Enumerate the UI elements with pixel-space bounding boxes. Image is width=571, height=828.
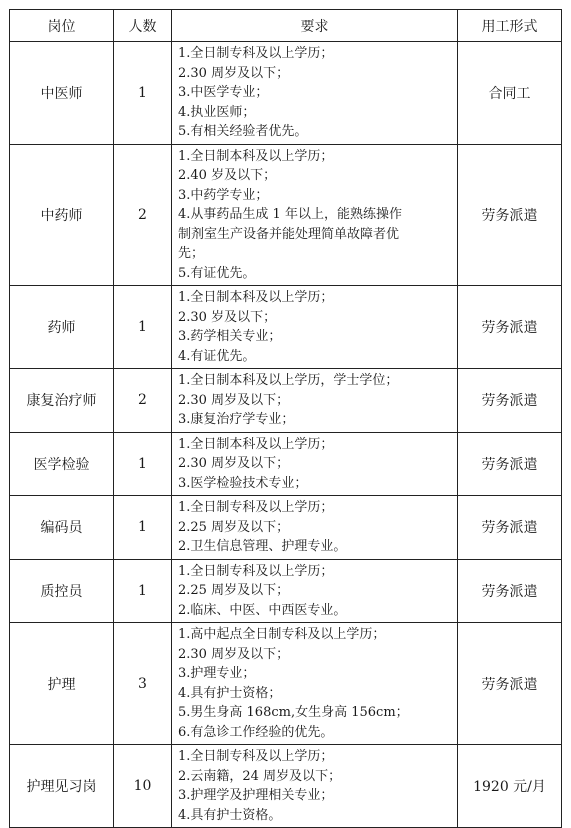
requirement-line: 2.30 周岁及以下；: [178, 456, 290, 471]
requirement-line: 5.有相关经验者优先。: [178, 124, 308, 139]
position-cell: 药师: [10, 286, 114, 369]
requirement-line: 2.40 岁及以下；: [178, 168, 277, 183]
count-cell: 1: [114, 559, 172, 623]
header-employment-type: 用工形式: [458, 10, 562, 42]
requirement-line: 3.护理学及护理相关专业；: [178, 788, 334, 803]
count-cell: 1: [114, 432, 172, 496]
requirements-cell: [172, 623, 458, 745]
position-cell: 护理见习岗: [10, 745, 114, 828]
header-requirements: 要求: [172, 10, 458, 42]
requirement-line: 4.有证优先。: [178, 348, 256, 364]
employment-type-cell: 劳务派遣: [458, 369, 562, 433]
recruitment-table: [9, 9, 562, 828]
count-cell: 1: [114, 286, 172, 369]
requirement-line: 1.全日制本科及以上学历；: [178, 290, 334, 305]
requirement-line: 1.全日制专科及以上学历；: [178, 500, 334, 515]
count-cell: 10: [114, 745, 172, 828]
table-row: [10, 745, 562, 828]
header-count: 人数: [114, 10, 172, 42]
employment-type-cell: 劳务派遣: [458, 144, 562, 286]
table-row: [10, 559, 562, 623]
requirement-line: 1.全日制本科及以上学历；: [178, 148, 334, 164]
position-cell: 中药师: [10, 144, 114, 286]
requirement-line: 1.全日制专科及以上学历；: [178, 46, 334, 61]
requirement-line: 1.全日制本科及以上学历；: [178, 436, 334, 452]
requirement-line: 制剂室生产设备并能处理简单故障者优: [178, 226, 400, 242]
requirements-cell: [172, 42, 458, 145]
position-cell: 康复治疗师: [10, 369, 114, 433]
requirement-line: 3.药学相关专业；: [178, 329, 282, 344]
requirement-line: 2.25 周岁及以下；: [178, 519, 290, 535]
position-cell: 护理: [10, 623, 114, 745]
position-cell: 质控员: [10, 559, 114, 623]
requirement-line: 3.康复治疗学专业；: [178, 412, 295, 427]
requirement-line: 2.30 岁及以下；: [178, 309, 277, 325]
employment-type-cell: 1920 元/月: [458, 745, 562, 828]
requirement-line: 2.云南籍，24 周岁及以下；: [178, 768, 342, 784]
requirement-line: 2.卫生信息管理、护理专业。: [178, 539, 347, 554]
requirement-line: 4.执业医师；: [178, 104, 256, 120]
table-row: [10, 496, 562, 560]
requirement-line: 3.医学检验技术专业；: [178, 475, 308, 491]
position-cell: 中医师: [10, 42, 114, 145]
count-cell: 2: [114, 144, 172, 286]
requirement-line: 6.有急诊工作经验的优先。: [178, 724, 334, 740]
count-cell: 1: [114, 496, 172, 560]
requirement-line: 2.临床、中医、中西医专业。: [178, 602, 347, 618]
count-cell: 3: [114, 623, 172, 745]
requirements-cell: [172, 144, 458, 286]
requirement-line: 1.高中起点全日制专科及以上学历；: [178, 627, 386, 642]
requirement-line: 2.30 周岁及以下；: [178, 65, 290, 81]
header-row: [10, 10, 562, 42]
table-row: [10, 286, 562, 369]
count-cell: 2: [114, 369, 172, 433]
table-row: [10, 432, 562, 496]
requirement-line: 5.有证优先。: [178, 265, 256, 281]
employment-type-cell: 合同工: [458, 42, 562, 145]
requirement-line: 4.具有护士资格。: [178, 807, 282, 823]
requirement-line: 3.中医学专业；: [178, 85, 269, 100]
table-row: [10, 623, 562, 745]
requirement-line: 1.全日制本科及以上学历，学士学位；: [178, 373, 399, 388]
employment-type-cell: 劳务派遣: [458, 432, 562, 496]
table-row: [10, 144, 562, 286]
employment-type-cell: 劳务派遣: [458, 623, 562, 745]
requirement-line: 1.全日制专科及以上学历；: [178, 563, 334, 579]
table-row: [10, 369, 562, 433]
requirements-cell: [172, 559, 458, 623]
position-cell: 编码员: [10, 496, 114, 560]
requirement-line: 2.30 周岁及以下；: [178, 646, 290, 662]
header-position: 岗位: [10, 10, 114, 42]
requirement-line: 3.中药学专业；: [178, 187, 269, 203]
table-row: [10, 42, 562, 145]
employment-type-cell: 劳务派遣: [458, 559, 562, 623]
employment-type-cell: 劳务派遣: [458, 286, 562, 369]
requirement-line: 4.从事药品生成 1 年以上，能熟练操作: [178, 207, 402, 222]
requirement-line: 3.护理专业；: [178, 666, 256, 681]
requirements-cell: [172, 369, 458, 433]
employment-type-cell: 劳务派遣: [458, 496, 562, 560]
requirements-cell: [172, 432, 458, 496]
requirements-cell: [172, 496, 458, 560]
requirement-line: 2.30 周岁及以下；: [178, 392, 290, 408]
position-cell: 医学检验: [10, 432, 114, 496]
requirements-cell: [172, 286, 458, 369]
requirement-line: 4.具有护士资格；: [178, 685, 282, 701]
requirement-line: 2.25 周岁及以下；: [178, 583, 290, 598]
requirement-line: 1.全日制专科及以上学历；: [178, 749, 334, 764]
requirement-line: 5.男生身高 168cm,女生身高 156cm；: [178, 705, 409, 720]
requirements-cell: [172, 745, 458, 828]
requirement-line: 先；: [178, 246, 205, 261]
count-cell: 1: [114, 42, 172, 145]
